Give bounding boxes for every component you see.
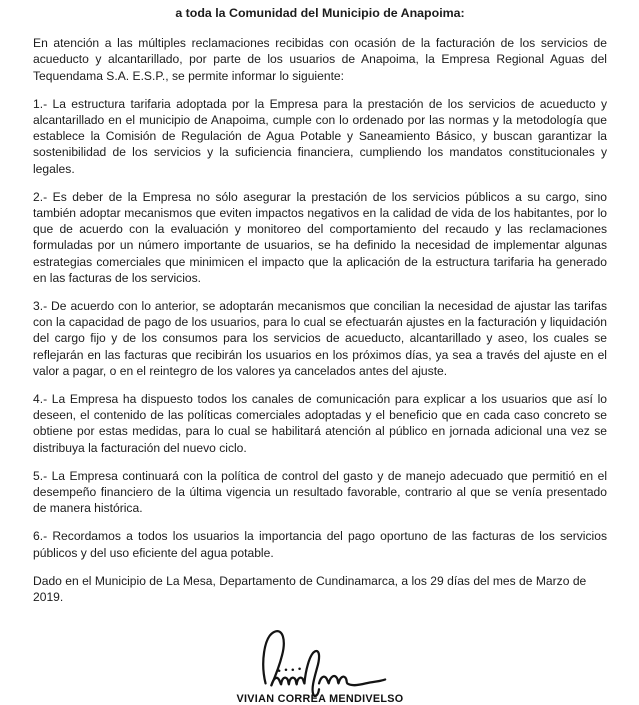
paragraph-4: 4.- La Empresa ha dispuesto todos los canales de comunicación para explicar a los usuarios que así lo deseen, el contenido de las políticas comerciales adoptadas y el beneficio que en cada caso concreto se obtiene por estas medidas, para lo cual se habilitará atención al público en jornada adicional una vez se distribuya la facturación del nuevo ciclo. xyxy=(33,392,607,455)
paragraph-3: 3.- De acuerdo con lo anterior, se adoptarán mecanismos que concilian la necesidad de ajustar las tarifas con la capacidad de pago de los usuarios, para lo cual se efectuarán ajustes en la facturación y liquidación del cargo fijo y de los consumos para los servicios de acueducto, alcantarillado y aseo, los cuales se reflejarán en las facturas que recibirán los usuarios en los próximos días, ya sea a través del ajuste en el valor a pagar, o en el reintegro de los valores ya cancelados antes del ajuste. xyxy=(33,299,607,378)
signatory-name: VIVIAN CORREA MENDIVELSO xyxy=(236,693,404,705)
paragraph-5: 5.- La Empresa continuará con la política de control del gasto y de manejo adecuado que permitió en el desempeño financiero de la última vigencia un resultado favorable, contrario al que se venía presentado de manera histórica. xyxy=(33,468,607,516)
document-title: a toda la Comunidad del Municipio de Anapoima: xyxy=(175,6,465,20)
paragraph-6: 6.- Recordamos a todos los usuarios la importancia del pago oportuno de las facturas de los servicios públicos y del uso eficiente del agua potable. xyxy=(33,529,607,560)
closing-line: Dado en el Municipio de La Mesa, Departamento de Cundinamarca, a los 29 días del mes de Marzo de 2019. xyxy=(33,573,587,605)
paragraph-1: 1.- La estructura tarifaria adoptada por la Empresa para la prestación de los servicios de acueducto y alcantarillado en el municipio de Anapoima, cumple con lo ordenado por las normas y la metodología que establece la Comisión de Regulación de Agua Potable y Saneamiento Básico, y buscan garantizar la sostenibilidad de los servicios y la suficiencia financiera, cumpliendo los mandatos constitucionales y legales. xyxy=(33,96,607,176)
handwritten-signature-icon xyxy=(245,627,395,697)
signature-block xyxy=(33,627,607,705)
paragraph-2: 2.- Es deber de la Empresa no sólo asegurar la prestación de los servicios públicos a su cargo, sino también adoptar mecanismos que eviten impactos negativos en la calidad de vida de los habitantes, por lo que de acuerdo con la evaluación y monitoreo del comportamiento del recaudo y las reclamaciones formuladas por un número importante de usuarios, se ha definido la necesidad de implementar algunas estrategias comerciales que minimicen el impacto que la aplicación de la estructura tarifaria ha generado en las facturas de los servicios. xyxy=(33,189,607,285)
paragraph-intro: En atención a las múltiples reclamaciones recibidas con ocasión de la facturación de los servicios de acueducto y alcantarillado, por parte de los usuarios de Anapoima, la Empresa Regional Aguas del Tequendama S.A. E.S.P., se permite informar lo siguiente: xyxy=(33,36,607,83)
